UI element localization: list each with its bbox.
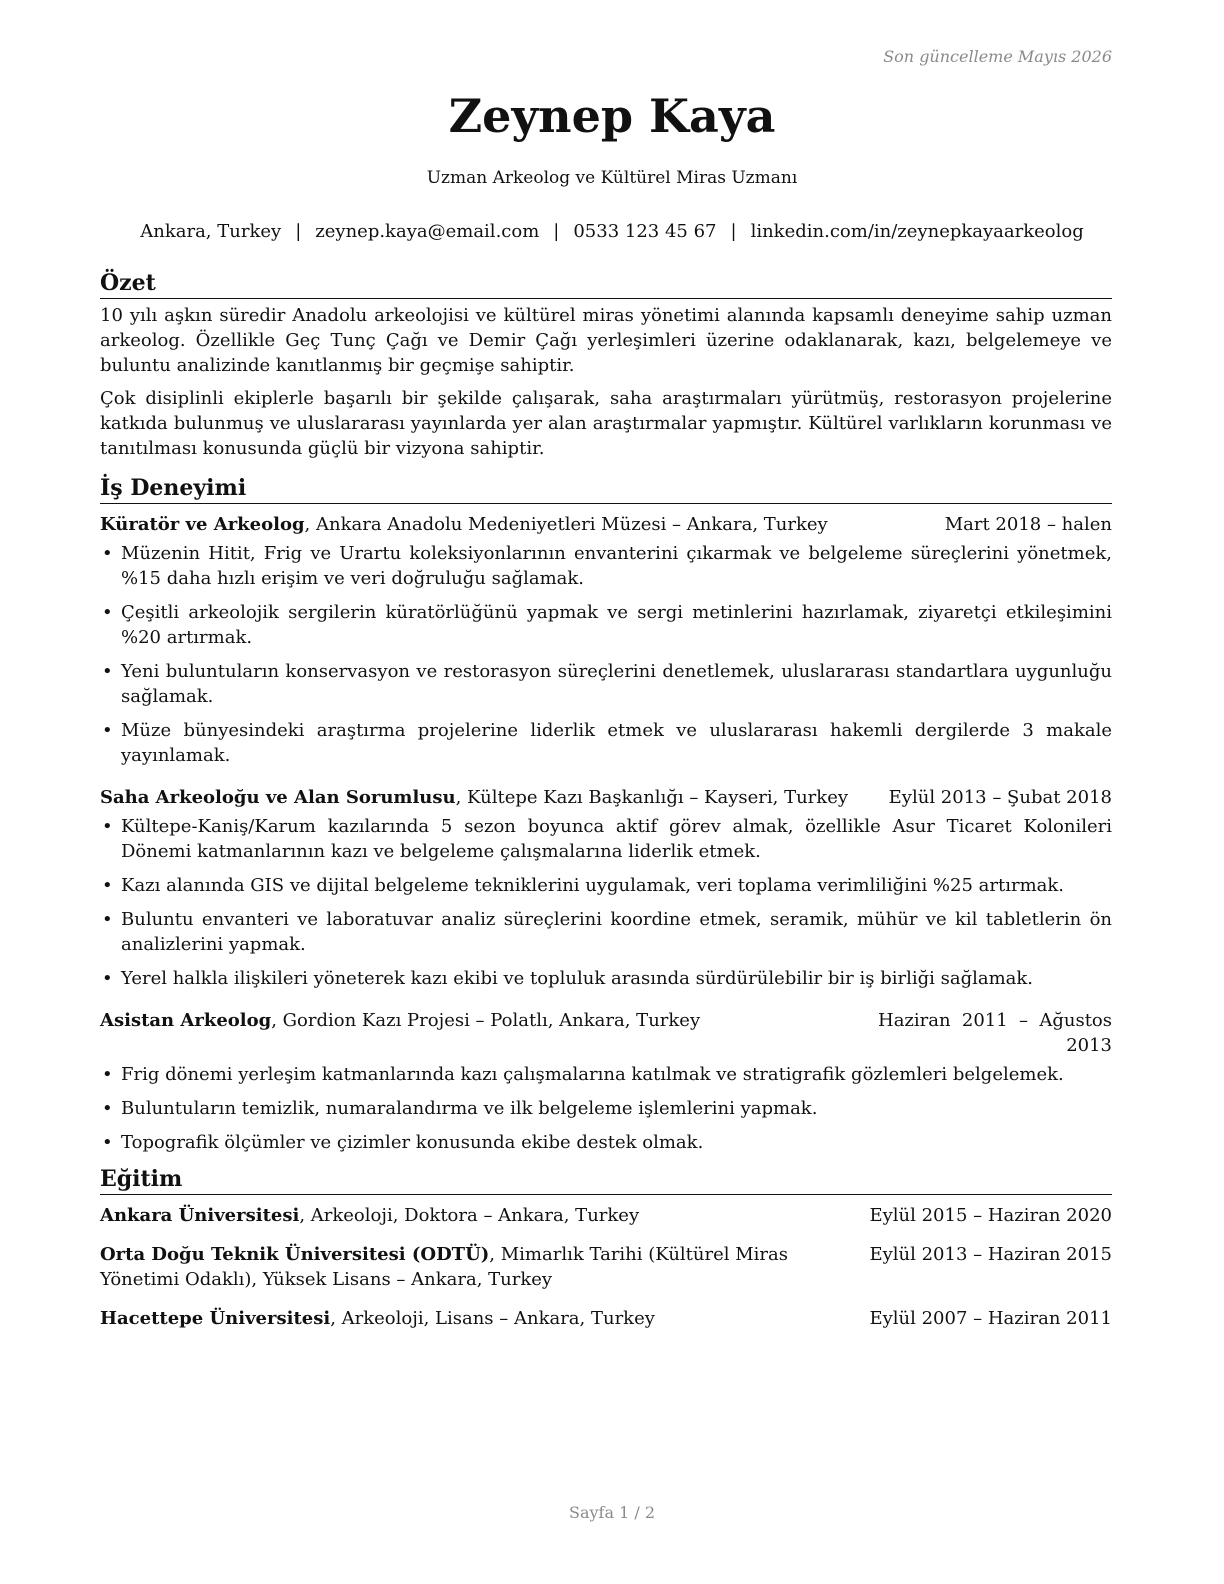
list-item: • Yeni buluntuların konservasyon ve restorasyon süreçlerini denetlemek, uluslararası standartlara uygunluğu sağlamak. [100, 659, 1112, 709]
contact-email[interactable]: zeynep.kaya@email.com [315, 221, 540, 242]
summary-paragraph: Çok disiplinli ekiplerle başarılı bir şekilde çalışarak, saha araştırmaları yürütmüş, restorasyon projelerine katkıda bulunmuş ve uluslararası yayınlarda yer alan araştırmalar yapmıştır. Kültürel varlıkların korunması ve tanıtılması konusunda güçlü bir vizyona sahiptir. [100, 388, 1112, 459]
contact-line [0, 219, 1224, 244]
last-updated-note: Son güncelleme Mayıs 2026 [883, 47, 1112, 66]
job-entry [100, 1008, 1112, 1155]
summary-heading: Özet [100, 268, 1112, 299]
job-entry [100, 785, 1112, 991]
job-dates: Eylül 2013 – Şubat 2018 [888, 787, 1112, 808]
job-role: Küratör ve Arkeolog [100, 514, 305, 535]
job-entry [100, 512, 1112, 768]
education-heading: Eğitim [100, 1164, 1112, 1195]
experience-heading: İş Deneyimi [100, 473, 1112, 504]
contact-phone[interactable]: 0533 123 45 67 [573, 221, 717, 242]
list-item: • Yerel halkla ilişkileri yöneterek kazı ekibi ve topluluk arasında sürdürülebilir bir iş birliği sağlamak. [100, 966, 1112, 991]
job-organization: , Kültepe Kazı Başkanlığı – Kayseri, Turkey [455, 787, 849, 808]
job-header [100, 1008, 1112, 1058]
list-item: • Müzenin Hitit, Frig ve Urartu koleksiyonlarının envanterini çıkarmak ve belgeleme süreçlerini yönetmek, %15 daha hızlı erişim ve veri doğruluğu sağlamak. [100, 541, 1112, 591]
resume-body [100, 268, 1112, 1331]
list-item: • Frig dönemi yerleşim katmanlarında kazı çalışmalarına katılmak ve stratigrafik gözlemleri belgelemek. [100, 1062, 1112, 1087]
education-detail: , Mimarlık Tarihi (Kültürel Miras Yönetimi Odaklı), Yüksek Lisans – Ankara, Turkey [100, 1244, 788, 1290]
contact-separator: | [553, 221, 560, 242]
job-role: Asistan Arkeolog [100, 1010, 272, 1031]
education-dates: Eylül 2015 – Haziran 2020 [869, 1205, 1112, 1226]
education-dates: Eylül 2013 – Haziran 2015 [869, 1244, 1112, 1265]
list-item: • Kültepe-Kaniş/Karum kazılarında 5 sezon boyunca aktif görev almak, özellikle Asur Ticaret Kolonileri Dönemi katmanlarının kazı ve belgeleme çalışmalarına liderlik etmek. [100, 814, 1112, 864]
contact-location: Ankara, Turkey [140, 221, 282, 242]
candidate-name: Zeynep Kaya [448, 89, 776, 143]
list-item: • Müze bünyesindeki araştırma projelerine liderlik etmek ve uluslararası hakemli dergilerde 3 makale yayınlamak. [100, 718, 1112, 768]
job-header [100, 785, 1112, 810]
education-school: Hacettepe Üniversitesi [100, 1308, 331, 1329]
contact-linkedin[interactable]: linkedin.com/in/zeynepkayaarkeolog [750, 221, 1084, 242]
job-bullets [100, 541, 1112, 768]
list-item: • Buluntu envanteri ve laboratuvar analiz süreçlerini koordine etmek, seramik, mühür ve kil tabletlerin ön analizlerini yapmak. [100, 907, 1112, 957]
education-section [100, 1164, 1112, 1331]
list-item: • Topografik ölçümler ve çizimler konusunda ekibe destek olmak. [100, 1130, 1112, 1155]
list-item: • Buluntuların temizlik, numaralandırma ve ilk belgeleme işlemlerini yapmak. [100, 1096, 1112, 1121]
job-bullets [100, 814, 1112, 991]
experience-section [100, 473, 1112, 1155]
job-header [100, 512, 1112, 537]
education-entry [100, 1306, 1112, 1331]
list-item: • Kazı alanında GIS ve dijital belgeleme tekniklerini uygulamak, veri toplama verimliliğini %25 artırmak. [100, 873, 1112, 898]
contact-separator: | [295, 221, 302, 242]
job-dates: Mart 2018 – halen [944, 514, 1112, 535]
education-entry [100, 1203, 1112, 1228]
contact-separator: | [730, 221, 737, 242]
page-number: Sayfa 1 / 2 [568, 1503, 655, 1522]
job-dates: Haziran 2011 – Ağustos 2013 [878, 1010, 1112, 1056]
job-organization: , Gordion Kazı Projesi – Polatlı, Ankara, Turkey [271, 1010, 701, 1031]
education-school: Ankara Üniversitesi [100, 1205, 300, 1226]
summary-section [100, 268, 1112, 461]
summary-paragraph: 10 yılı aşkın süredir Anadolu arkeolojisi ve kültürel miras yönetimi alanında kapsamlı deneyime sahip uzman arkeolog. Özellikle Geç Tunç Çağı ve Demir Çağı yerleşimleri üzerine odaklanarak, kazı, belgelemeye ve buluntu analizinde kanıtlanmış bir geçmişe sahiptir. [100, 305, 1112, 376]
education-dates: Eylül 2007 – Haziran 2011 [869, 1308, 1112, 1329]
job-organization: , Ankara Anadolu Medeniyetleri Müzesi – Ankara, Turkey [304, 514, 828, 535]
job-bullets [100, 1062, 1112, 1155]
education-detail: , Arkeoloji, Doktora – Ankara, Turkey [299, 1205, 640, 1226]
job-role: Saha Arkeoloğu ve Alan Sorumlusu [100, 787, 456, 808]
list-item: • Çeşitli arkeolojik sergilerin küratörlüğünü yapmak ve sergi metinlerini hazırlamak, ziyaretçi etkileşimini %20 artırmak. [100, 600, 1112, 650]
candidate-title: Uzman Arkeolog ve Kültürel Miras Uzmanı [426, 168, 798, 188]
education-entry [100, 1242, 1112, 1292]
education-detail: , Arkeoloji, Lisans – Ankara, Turkey [330, 1308, 655, 1329]
education-school: Orta Doğu Teknik Üniversitesi (ODTÜ) [100, 1244, 490, 1265]
